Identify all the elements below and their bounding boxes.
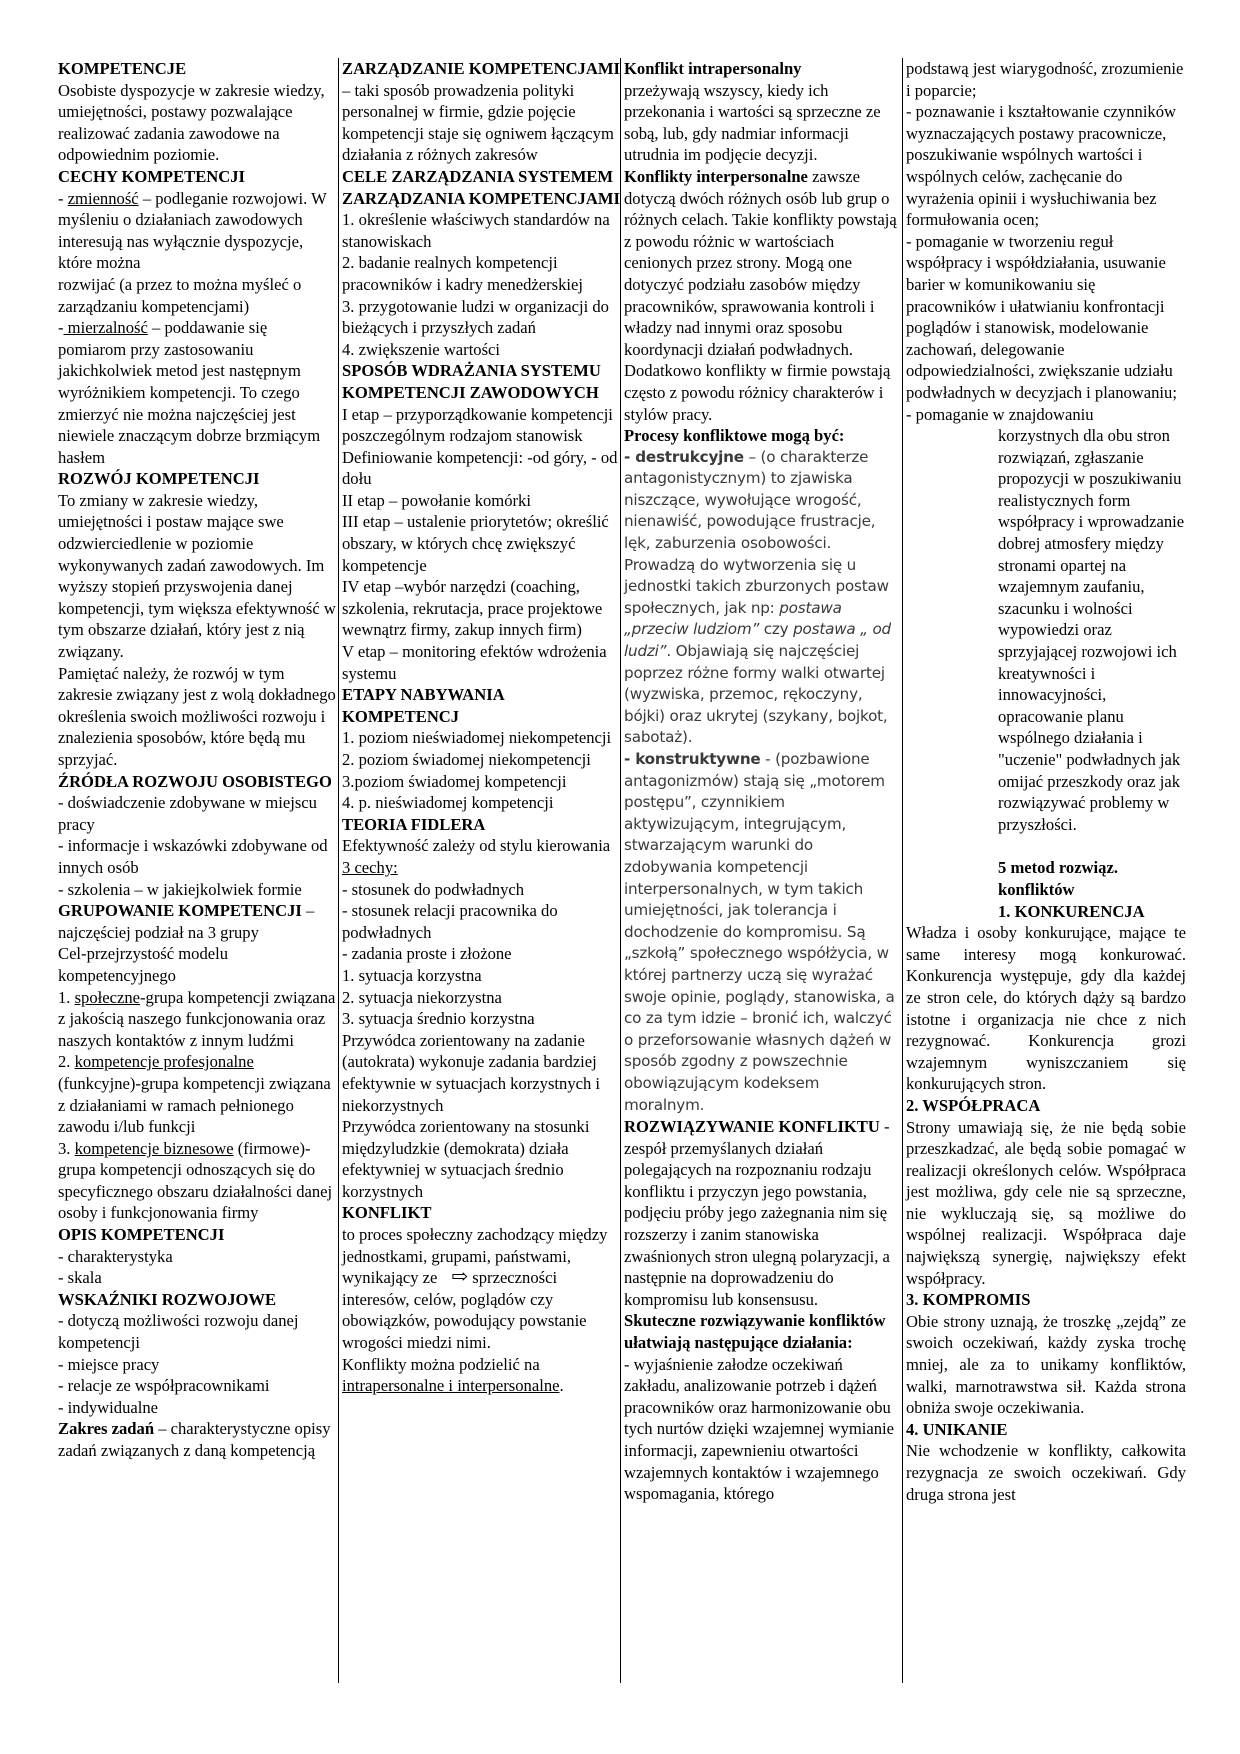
paragraph: Przywódca zorientowany na stosunki międzyludzkie (demokrata) działa efektywniej w sytuacjach średnio korzystnych [342,1117,590,1201]
heading-metody: 5 metod rozwiąz. konfliktów [998,858,1118,899]
term: Konflikty interpersonalne [624,166,808,186]
text: zawsze dotyczą dwóch różnych osób lub grup o różnych celach. Takie konflikty powstają z powodu różnic w wartościach cenionych przez strony. Mogą one dotyczyć podziału zasobów między pracowników, sprawowania kontroli i władzy nad innymi oraz sposobu koordynacji działań podwładnych. Dodatkowo konflikty w firmie powstają często z powodu różnicy charakterów i stylów pracy. [624,166,897,424]
paragraph: To zmiany w zakresie wiedzy, umiejętności i postaw mające swe odzwierciedlenie w poziomie wykonywanych zadań zawodowych. Im wyższy stopień przyswojenia danej kompetencji, tym większa efektywność w tym obszarze działań, który jest z nią związany. [58,490,336,662]
paragraph: podstawą jest wiarygodność, zrozumienie i poparcie; [906,59,1184,100]
list-item: - indywidualne [58,1397,159,1417]
list-item: Definiowanie kompetencji: -od góry, - od dołu [342,447,618,489]
text: – taki sposób prowadzenia polityki personalnej w firmie, gdzie pojęcie kompetencji staje się ogniwem łączącym działania z różnych zakresów [342,80,614,165]
list-item: III etap – ustalenie priorytetów; określić obszary, w których chcę zwiększyć kompetencje [342,512,609,575]
heading-grupowanie: GRUPOWANIE KOMPETENCJI [58,901,302,921]
text: – najczęściej podział na 3 grupy [58,901,315,942]
list-item: - informacje i wskazówki zdobywane od innych osób [58,836,328,877]
text: – podleganie rozwojowi. W myśleniu o działaniach zawodowych interesują nas wyłącznie dyspozycje, które można [58,188,327,273]
heading-sposob: SPOSÓB WDRAŻANIA SYSTEMU KOMPETENCJI ZAWODOWYCH [342,361,601,402]
heading-wspolpraca: 2. WSPÓŁPRACA [906,1095,1041,1115]
list-item: V etap – monitoring efektów wdrożenia systemu [342,642,607,683]
list-item: IV etap –wybór narzędzi (coaching, szkolenia, rekrutacja, prace projektowe wewnątrz firmy, zakup innych firm) [342,577,603,640]
num: 2. [58,1052,75,1072]
list-item: 1. poziom nieświadomej niekompetencji [342,728,612,748]
text: . [559,1376,564,1396]
column-2 [342,58,620,1397]
paragraph [624,749,900,1116]
text: – (o charakterze antagonistycznym) to zjawiska niszczące, wywołujące wrogość, nienawiść, powodujące frustracje, lęk, zaburzenia osobowości. Prowadzą do wytworzenia się u jednostki takich zburzonych postaw społecznych, jak np: [624,447,889,617]
term: kompetencje biznesowe [74,1138,234,1158]
list-item: II etap – powołanie komórki [342,490,531,510]
dash: - [58,318,64,338]
paragraph: korzystnych dla obu stron rozwiązań, zgłaszanie propozycji w poszukiwaniu realistycznych form współpracy i wprowadzanie dobrej atmosfery między stronami opartej na wzajemnym zaufaniu, szacunku i wolności wypowiedzi oraz sprzyjającej rozwojowi ich kreatywności i innowacyjności, opracowanie planu wspólnego działania i "uczenie" podwładnych jak omijać przeszkody oraz jak rozwiązywać problemy w przyszłości. [998,426,1185,834]
paragraph [342,1354,620,1397]
paragraph: Strony umawiają się, że nie będą sobie przeszkadzać, ale będą sobie pomagać w realizacji określonych celów. Współpraca jest możliwa, gdy cele nie są sprzeczne, nie wykluczają się, są możliwe do wspólnej realizacji. Współpraca daje największą synergię, największy efekt współpracy. [906,1117,1186,1288]
paragraph: Osobiste dyspozycje w zakresie wiedzy, umiejętności, postawy pozwalające realizować zadania zawodowe na odpowiednim poziomie. [58,80,325,165]
heading-unikanie: 4. UNIKANIE [906,1419,1008,1439]
term: - konstruktywne [624,750,761,768]
paragraph: Cel-przejrzystość modelu kompetencyjnego [58,944,229,985]
text: to proces społeczny zachodzący między jednostkami, grupami, państwami, wynikający ze [342,1225,608,1288]
list-item: 4. zwiększenie wartości [342,339,501,359]
text: - (pozbawione antagonizmów) stają się „motorem postępu”, czynnikiem aktywizującym, integrującym, stwarzającym warunki do zdobywania kompetencji interpersonalnych, w tym takich umiejętności, jak tolerancja i dochodzenie do kompromisu. Są „szkołą” społecznego współżycia, w której partnerzy uczą się wyrażać swoje opinie, poglądy, stanowiska, a co za tym idzie – bronić ich, walczyć o przeforsowanie własnych dążeń w sposób zgodny z powszechnie obowiązującym kodeksem moralnym. [624,750,895,1114]
paragraph: - pomaganie w znajdowaniu [906,404,1094,424]
paragraph: - poznawanie i kształtowanie czynników wyznaczających postawy pracownicze, poszukiwanie wspólnych wartości i wspólnych celów, zachęcanie do wyrażenia opinii i wysłuchiwania bez formułowania ocen; [906,102,1177,230]
paragraph: Obie strony uznają, że troszkę „zejdą” ze swoich oczekiwań, każdy zyska trochę mniej, ale za to unikamy konfliktów, walki, marnotrawstwa sił. Każda strona obniża swoje oczekiwania. [906,1311,1186,1418]
list-item: 3. sytuacja średnio korzystna [342,1009,535,1029]
paragraph [58,1418,336,1461]
term: kompetencje profesjonalne [74,1052,254,1072]
text: sprzeczności interesów, celów, poglądów czy obowiązków, powodujący powstanie wrogości miedzi nimi. [342,1268,587,1353]
list-item: 1. określenie właściwych standardów na stanowiskach [342,210,610,251]
paragraph [624,1116,900,1310]
text: . Objawiają się najczęściej poprzez różne formy walki otwartej (wyzwiska, przemoc, rękoczyny, bójki) oraz ukrytej (szykany, bojkot, sabotaż). [624,642,888,747]
paragraph: Nie wchodzenie w konflikty, całkowita rezygnacja ze swoich oczekiwań. Gdy druga strona jest [906,1441,1186,1504]
heading-rozwoj: ROZWÓJ KOMPETENCJI [58,469,260,489]
term: zmienność [67,188,139,208]
list-item: - charakterystyka [58,1246,173,1266]
paragraph [624,447,900,749]
list-item: 3.poziom świadomej kompetencji [342,771,567,791]
text: – poddawanie się pomiarom przy zastosowaniu jakichkolwiek metod jest następnym wyróżnikiem kompetencji. To czego zmierzyć nie można najczęściej jest niewiele znaczącym dobrze brzmiącym hasłem [58,318,321,467]
paragraph: rozwijać (a przez to można myśleć o zarządzaniu kompetencjami) [58,274,302,316]
column-divider-1 [338,58,339,1683]
heading-cele: CELE ZARZĄDZANIA SYSTEMEM ZARZĄDZANIA KOMPETENCJAMI [342,166,620,208]
column-divider-3 [902,58,903,1683]
text: (funkcyjne)-grupa kompetencji związana z działaniami w ramach pełnionego zawodu i/lub funkcji [58,1073,331,1137]
heading-intrapersonalny: Konflikt intrapersonalny [624,59,802,78]
paragraph: Władza i osoby konkurujące, mające te same interesy mogą konkurować. Konkurencja występuje, gdy dla każdej ze stron cele, do których dąży są bardzo istotne i organizacja nie chce z nich rezygnować. Konkurencja grozi wzajemnym wyniszczaniem się konkurujących stron. [906,923,1186,1094]
paragraph: przeżywają wszyscy, kiedy ich przekonania i wartości są sprzeczne ze sobą, lub, gdy nadmiar informacji utrudnia im podjęcie decyzji. [624,80,881,165]
text: postawa „przeciw ludziom” [624,598,842,639]
list-item: 2. badanie realnych kompetencji pracowników i kadry menedżerskiej [342,253,583,294]
list-item: - stosunek relacji pracownika do podwładnych [342,901,558,942]
list-item: 3. przygotowanie ludzi w organizacji do bieżących i przyszłych zadań [342,296,609,338]
num: 1. [58,987,75,1007]
heading-kompetencje: KOMPETENCJE [58,59,187,78]
term: społeczne [74,987,141,1007]
subheading: 3 cechy: [342,857,398,877]
list-item: - relacje ze współpracownikami [58,1376,270,1396]
list-item: - miejsce pracy [58,1354,160,1374]
paragraph [58,900,336,943]
column-4 [906,58,1186,1505]
heading-kompromis: 3. KOMPROMIS [906,1290,1031,1310]
heading-cechy: CECHY KOMPETENCJI [58,166,245,186]
heading-rozwiazywanie: ROZWIĄZYWANIE KONFLIKTU [624,1117,880,1137]
text: Konflikty można podzielić na [342,1354,540,1374]
term: mierzalność [63,318,148,338]
list-item: - zadania proste i złożone [342,944,512,964]
list-item: 2. sytuacja niekorzystna [342,987,502,1007]
heading-fidler: TEORIA FIDLERA [342,814,486,834]
paragraph: Pamiętać należy, że rozwój w tym zakresie związany jest z wolą dokładnego określenia swoich możliwości rozwoju i znalezienia sposobów, które będą mu sprzyjać. [58,663,336,769]
paragraph [58,188,336,274]
text: czy [759,620,794,639]
term: - destrukcyjne [624,447,744,466]
heading-zarzadzanie: ZARZĄDZANIE KOMPETENCJAMI [342,59,620,78]
list-item: - stosunek do podwładnych [342,879,525,899]
text: - zespół przemyślanych działań polegających na rozpoznaniu rodzaju konfliktu i przyczyn jego powstania, podjęciu próby jego zażegnania nim się rozszerzy i zanim stanowiska zwaśnionych stron ulegną polaryzacji, a następnie na doprowadzeniu do kompromisu lub konsensusu. [624,1117,890,1309]
heading-konkurencja: 1. KONKURENCJA [998,901,1145,921]
heading-opis: OPIS KOMPETENCJI [58,1225,225,1245]
list-item: - szkolenia – w jakiejkolwiek formie [58,879,302,899]
dash: - [58,188,68,208]
text: -grupa kompetencji związana z jakością naszego funkcjonowania oraz naszych kontaktów z innym ludźmi [58,987,336,1050]
term: Zakres zadań [58,1419,155,1439]
list-item: 4. p. nieświadomej kompetencji [342,793,554,813]
heading-zrodla: ŹRÓDŁA ROZWOJU OSOBISTEGO [58,771,332,791]
heading-konflikt: KONFLIKT [342,1203,432,1223]
arrow-right-icon: ⇨ [451,1266,469,1289]
text: postawa „ od ludzi” [624,620,891,661]
paragraph [58,317,336,468]
term: intrapersonalne i interpersonalne [342,1376,560,1396]
list-item [58,987,336,1052]
list-item [58,1051,336,1137]
heading-wskazniki: WSKAŹNIKI ROZWOJOWE [58,1289,277,1309]
num: 3. [58,1138,75,1158]
paragraph: Przywódca zorientowany na zadanie (autokrata) wykonuje zadania bardziej efektywnie w sytuacjach korzystnych i niekorzystnych [342,1030,601,1115]
list-item: - doświadczenie zdobywane w miejscu pracy [58,793,317,834]
heading-etapy: ETAPY NABYWANIA KOMPETENCJ [342,685,504,726]
text: – charakterystyczne opisy zadań związanych z daną kompetencją [58,1419,331,1460]
list-item: 1. sytuacja korzystna [342,965,482,985]
paragraph [342,58,620,166]
list-item [58,1138,336,1224]
paragraph [624,166,900,425]
paragraph: - pomaganie w tworzeniu reguł współpracy i współdziałania, usuwanie barier w komunikowaniu się pracowników i ułatwianiu konfrontacji poglądów i stanowisk, modelowanie zachowań, delegowanie odpowiedzialności, zwiększanie udziału podwładnych w decyzjach i planowaniu; [906,231,1177,402]
list-item: - skala [58,1268,102,1288]
paragraph: - wyjaśnienie załodze oczekiwań zakładu, analizowanie potrzeb i dążeń pracowników oraz harmonizowanie obu tych nurtów dzięki wzajemnej wymianie informacji, zapewnieniu otwartości wzajemnych kontaktów i wzajemnego wspomagania, którego [624,1354,895,1504]
paragraph: Efektywność zależy od stylu kierowania [342,836,611,856]
column-1 [58,58,336,1462]
text: (firmowe)-grupa kompetencji odnoszących się do specyficznego obszaru działalności danej osoby i funkcjonowania firmy [58,1138,333,1223]
heading-procesy: Procesy konfliktowe mogą być: [624,426,845,446]
paragraph [342,1224,620,1354]
list-item: - dotyczą możliwości rozwoju danej kompetencji [58,1311,299,1353]
heading-skuteczne: Skuteczne rozwiązywanie konfliktów ułatwiają następujące działania: [624,1311,886,1353]
list-item: I etap – przyporządkowanie kompetencji poszczególnym rodzajom stanowisk [342,404,613,446]
column-divider-2 [620,58,621,1683]
list-item: 2. poziom świadomej niekompetencji [342,750,591,769]
column-3 [624,58,900,1505]
